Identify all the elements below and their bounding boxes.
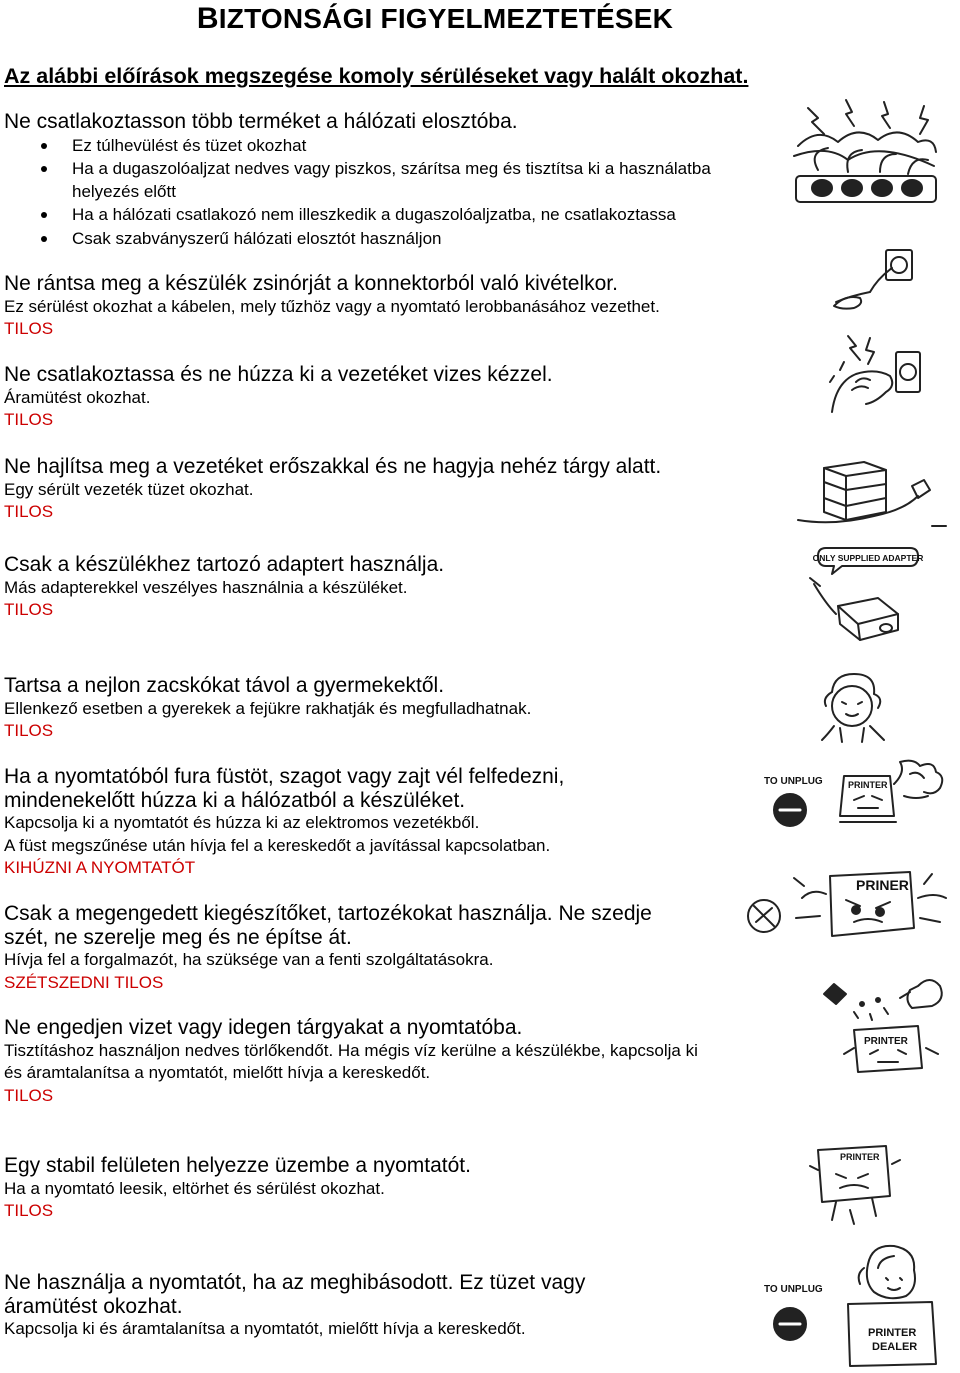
adapter-illustration (806, 544, 922, 654)
prohibited-tag: TILOS (4, 600, 54, 619)
section-heading: Tartsa a nejlon zacskókat távol a gyermekektől. (4, 674, 445, 697)
list-item: Csak szabványszerű hálózati elosztót használjon (4, 227, 772, 250)
section-adapter (4, 553, 794, 622)
section-heading: Ne csatlakoztasson több terméket a hálózati elosztóba. (4, 110, 518, 133)
page-title (0, 2, 870, 36)
section-heading: Ne engedjen vizet vagy idegen tárgyakat a nyomtatóba. (4, 1016, 523, 1039)
section-heading: Csak a készülékhez tartozó adaptert használja. (4, 553, 445, 576)
adapter-caption: ONLY SUPPLIED ADAPTER (812, 553, 924, 563)
prohibited-tag: TILOS (4, 1201, 54, 1220)
section-heading-line-1: Ne használja a nyomtatót, ha az meghibásodott. Ez tüzet vagy (4, 1271, 586, 1294)
section-body-line-1: Tisztításhoz használjon nedves törlőkendőt. Ha mégis víz kerülne a készülékbe, kapcsolja ki (4, 1040, 698, 1060)
section-heading-line-2: szét, ne szerelje meg és ne építse át. (4, 925, 352, 949)
section-bent-cord (4, 455, 794, 524)
section-heading: Ne hajlítsa meg a vezetéket erőszakkal és ne hagyja nehéz tárgy alatt. (4, 455, 662, 478)
section-body: Egy sérült vezeték tüzet okozhat. (4, 479, 254, 499)
section-plastic-bags (4, 674, 794, 743)
section-smoke (4, 765, 794, 880)
section-body: Ellenkező esetben a gyerekek a fejükre rakhatják és megfulladhatnak. (4, 698, 532, 718)
section-disassembly (4, 902, 794, 994)
overloaded-power-strip-illustration (788, 96, 940, 214)
list-item: Ha a dugaszolóaljzat nedves vagy piszkos, szárítsa meg és tisztítsa ki a használatba helyezés előtt (4, 157, 772, 204)
unplug-tag: KIHÚZNI A NYOMTATÓT (4, 858, 196, 877)
unplug-caption: TO UNPLUG (764, 776, 823, 787)
no-disassembly-tag: SZÉTSZEDNI TILOS (4, 972, 164, 992)
section-heading-line-1: Csak a megengedett kiegészítőket, tartozékokat használja. Ne szedje (4, 902, 652, 925)
printer-caption: PRINTER (864, 1036, 908, 1047)
title-rest: IZTONSÁGI FIGYELMEZTETÉSEK (218, 3, 674, 34)
section-stable-surface (4, 1154, 794, 1223)
pull-cord-illustration (830, 244, 920, 316)
section-pull-cord (4, 272, 794, 341)
dealer-caption-line-1: PRINTER (868, 1327, 917, 1339)
title-initial: B (196, 2, 219, 35)
wet-hands-illustration (826, 332, 926, 422)
unplug-caption: TO UNPLUG (764, 1284, 823, 1295)
section-body-line-2: A füst megszűnése után hívja fel a kereskedőt a javítással kapcsolatban. (4, 835, 551, 855)
section-water (4, 1016, 794, 1107)
list-item: Ha a hálózati csatlakozó nem illeszkedik a dugaszolóaljzatba, ne csatlakoztassa (4, 203, 772, 226)
prohibited-tag: TILOS (4, 721, 54, 740)
cord-under-object-illustration (794, 456, 950, 532)
section-body: Hívja fel a forgalmazót, ha szüksége van a fenti szolgáltatásokra. (4, 950, 494, 969)
prohibited-tag: TILOS (4, 502, 54, 521)
angry-printer-screwdriver-illustration (742, 858, 954, 958)
falling-printer-illustration (806, 1140, 902, 1228)
section-body: Áramütést okozhat. (4, 387, 151, 407)
subtitle-warning: Az alábbi előírások megszegése komoly sérüléseket vagy halált okozhat. (4, 64, 749, 88)
printer-caption: PRINTER (848, 780, 888, 790)
section-heading-line-2: mindenekelőtt húzza ki a hálózatból a készüléket. (4, 788, 466, 812)
child-plastic-bag-illustration (812, 668, 892, 744)
section-malfunction (4, 1271, 794, 1341)
smoking-printer-unplug-illustration (760, 756, 950, 836)
section-body: Ha a nyomtató leesik, eltörhet és sérülést okozhat. (4, 1178, 385, 1198)
prohibited-tag: TILOS (4, 410, 54, 429)
section-body: Kapcsolja ki és áramtalanítsa a nyomtatót, mielőtt hívja a kereskedőt. (4, 1319, 526, 1338)
prohibited-tag: TILOS (4, 1085, 54, 1105)
list-item: Ez túlhevülést és tüzet okozhat (4, 134, 772, 157)
printer-caption: PRINTER (840, 1152, 880, 1162)
call-dealer-illustration (760, 1244, 956, 1370)
section-wet-hands (4, 363, 794, 432)
water-into-printer-illustration (814, 964, 950, 1084)
bullet-list (4, 134, 794, 250)
section-heading-line-2: áramütést okozhat. (4, 1294, 183, 1318)
section-body: Más adapterekkel veszélyes használnia a készüléket. (4, 577, 408, 597)
section-heading: Ne rántsa meg a készülék zsinórját a konnektorból való kivételkor. (4, 272, 618, 295)
dealer-caption-line-2: DEALER (872, 1341, 918, 1353)
prohibited-tag: TILOS (4, 319, 54, 338)
section-power-strip (4, 110, 794, 250)
section-body-line-1: Kapcsolja ki a nyomtatót és húzza ki az elektromos vezetékből. (4, 813, 480, 832)
section-heading: Ne csatlakoztassa és ne húzza ki a vezetéket vizes kézzel. (4, 363, 553, 386)
priner-caption: PRINER (856, 877, 909, 893)
section-body: Ez sérülést okozhat a kábelen, mely tűzhöz vagy a nyomtató lerobbanásához vezethet. (4, 296, 660, 316)
section-heading: Egy stabil felületen helyezze üzembe a nyomtatót. (4, 1154, 471, 1177)
section-heading-line-1: Ha a nyomtatóból fura füstöt, szagot vagy zajt vél felfedezni, (4, 765, 565, 788)
section-body-line-2: és áramtalanítsa a nyomtatót, mielőtt hívja a kereskedőt. (4, 1063, 431, 1082)
